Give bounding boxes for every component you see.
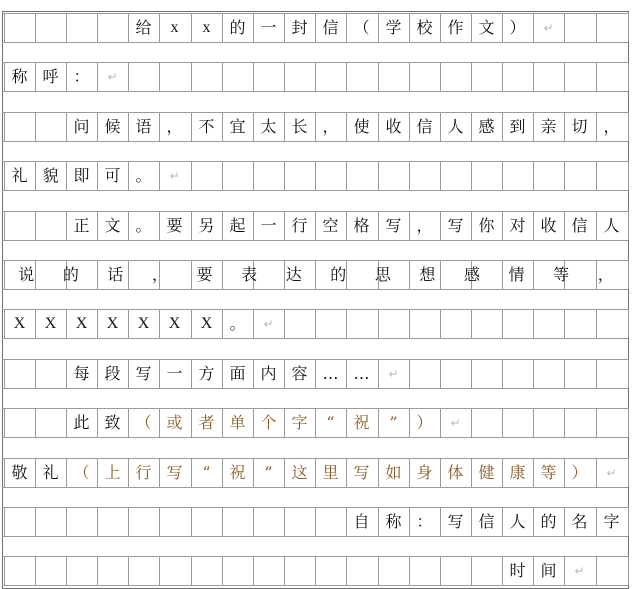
grid-char: 文 — [478, 18, 495, 37]
grid-char: 要 — [196, 265, 213, 284]
cell-divider — [596, 161, 597, 190]
grid-char: X — [44, 315, 57, 333]
grid-char: 写 — [447, 512, 464, 531]
grid-char: ↵ — [263, 317, 274, 332]
grid-char: 者 — [198, 413, 215, 433]
cell-divider — [315, 556, 316, 585]
grid-char: 貌 — [42, 166, 59, 186]
cell-divider — [564, 359, 565, 388]
grid-char: （ — [353, 18, 370, 37]
grid-char: 即 — [73, 166, 90, 186]
cell-divider — [533, 161, 534, 190]
grid-char: 字 — [291, 413, 308, 433]
cell-divider — [128, 507, 129, 536]
cell-divider — [378, 62, 379, 91]
grid-char: 语 — [135, 116, 152, 136]
cell-divider — [315, 309, 316, 338]
cell-divider — [35, 211, 36, 240]
cell-divider — [471, 309, 472, 338]
grid-char: X — [106, 315, 119, 333]
cell-divider — [284, 62, 285, 91]
cell-divider — [628, 408, 629, 437]
cell-divider — [4, 408, 5, 437]
row-bottom-line — [2, 42, 628, 43]
cell-divider — [596, 556, 597, 585]
grid-char: （ — [73, 462, 90, 482]
cell-divider — [284, 507, 285, 536]
grid-char: 单 — [229, 413, 246, 433]
cell-divider — [564, 309, 565, 338]
cell-divider — [191, 62, 192, 91]
cell-divider — [440, 556, 441, 585]
cell-divider — [502, 408, 503, 437]
cell-divider — [4, 112, 5, 141]
cell-divider — [564, 161, 565, 190]
grid-char: 身 — [416, 462, 433, 482]
grid-char: 候 — [104, 116, 121, 136]
cell-divider — [409, 260, 410, 289]
grid-char: 一 — [166, 363, 183, 383]
grid-char: x — [202, 19, 211, 36]
grid-char: 达 — [285, 265, 302, 284]
grid-char: 人 — [603, 215, 620, 235]
grid-char: 文 — [104, 215, 121, 235]
cell-divider — [4, 359, 5, 388]
row-bottom-line — [2, 585, 628, 586]
grid-char: 名 — [571, 512, 588, 531]
cell-divider — [4, 13, 5, 42]
grid-char: 另 — [198, 215, 215, 235]
grid-char: 给 — [135, 18, 152, 37]
grid-char: 如 — [385, 462, 402, 482]
cell-divider — [315, 260, 316, 289]
grid-char: ↵ — [169, 169, 180, 184]
grid-char: 致 — [104, 413, 121, 433]
cell-divider — [409, 309, 410, 338]
cell-divider — [346, 309, 347, 338]
cell-divider — [533, 260, 534, 289]
grid-char: 康 — [509, 462, 526, 482]
cell-divider — [35, 112, 36, 141]
cell-divider — [471, 62, 472, 91]
cell-divider — [191, 507, 192, 536]
grid-char: X — [75, 315, 88, 333]
grid-char: 写 — [166, 462, 183, 482]
grid-char: 的 — [62, 265, 79, 284]
grid-char: 对 — [509, 215, 526, 235]
cell-divider — [128, 556, 129, 585]
cell-divider — [191, 161, 192, 190]
cell-divider — [502, 359, 503, 388]
grid-char: 体 — [447, 462, 464, 482]
grid-char: 到 — [509, 116, 526, 136]
grid-char: 每 — [73, 363, 90, 383]
cell-divider — [440, 359, 441, 388]
cell-divider — [628, 458, 629, 487]
cell-divider — [346, 62, 347, 91]
cell-divider — [159, 507, 160, 536]
cell-divider — [628, 507, 629, 536]
cell-divider — [533, 62, 534, 91]
grid-char: 时 — [509, 561, 526, 581]
cell-divider — [628, 556, 629, 585]
sheet-border — [2, 11, 629, 589]
grid-char: 段 — [104, 363, 121, 383]
cell-divider — [222, 507, 223, 536]
grid-char: 一 — [260, 215, 277, 235]
grid-char: 作 — [447, 18, 464, 37]
cell-divider — [502, 62, 503, 91]
grid-char: 的 — [229, 18, 246, 37]
cell-divider — [97, 13, 98, 42]
grid-char: 等 — [553, 265, 570, 284]
grid-char: 称 — [385, 512, 402, 531]
cell-divider — [564, 62, 565, 91]
cell-divider — [66, 556, 67, 585]
grid-char: ， — [597, 265, 614, 284]
grid-char: 思 — [374, 265, 391, 284]
grid-char: 行 — [135, 462, 152, 482]
row-bottom-line — [2, 289, 628, 290]
cell-divider — [284, 556, 285, 585]
grid-char: 表 — [241, 265, 258, 284]
cell-divider — [596, 359, 597, 388]
grid-char: ， — [151, 265, 168, 284]
grid-char: 一 — [260, 18, 277, 37]
cell-divider — [533, 359, 534, 388]
grid-char: 面 — [229, 363, 246, 383]
cell-divider — [346, 161, 347, 190]
cell-divider — [128, 62, 129, 91]
cell-divider — [35, 13, 36, 42]
row-bottom-line — [2, 536, 628, 537]
cell-divider — [502, 161, 503, 190]
grid-char: 祝 — [229, 462, 246, 482]
cell-divider — [284, 161, 285, 190]
cell-divider — [315, 62, 316, 91]
grid-char: X — [137, 315, 150, 333]
grid-char: 起 — [229, 215, 246, 235]
grid-char: 亲 — [540, 116, 557, 136]
grid-char: 礼 — [11, 166, 28, 186]
grid-char: 收 — [540, 215, 557, 235]
grid-char: 。 — [229, 314, 246, 334]
grid-char: 内 — [260, 363, 277, 383]
grid-char: ↵ — [388, 366, 399, 381]
cell-divider — [409, 359, 410, 388]
grid-char: 格 — [353, 215, 370, 235]
cell-divider — [315, 161, 316, 190]
cell-divider — [471, 161, 472, 190]
grid-char: 学 — [385, 18, 402, 37]
grid-char: X — [168, 315, 181, 333]
grid-char: 你 — [478, 215, 495, 235]
cell-divider — [378, 161, 379, 190]
grid-char: 写 — [447, 215, 464, 235]
grid-char: 长 — [291, 116, 308, 136]
cell-divider — [284, 309, 285, 338]
grid-char: 个 — [260, 413, 277, 433]
grid-char: 信 — [478, 512, 495, 531]
grid-char: 这 — [291, 462, 308, 482]
cell-divider — [628, 112, 629, 141]
cell-divider — [471, 556, 472, 585]
grid-char: 里 — [322, 462, 339, 482]
row-bottom-line — [2, 388, 628, 389]
grid-char: x — [170, 19, 179, 36]
grid-char: 太 — [260, 116, 277, 136]
grid-char: 宜 — [229, 116, 246, 136]
grid-char: 称 — [11, 67, 28, 87]
cell-divider — [409, 62, 410, 91]
cell-divider — [4, 260, 5, 289]
grid-char: 感 — [478, 116, 495, 136]
cell-divider — [628, 211, 629, 240]
grid-char: 校 — [416, 18, 433, 37]
cell-divider — [35, 556, 36, 585]
grid-char: ） — [571, 462, 588, 482]
grid-char: 礼 — [42, 462, 59, 482]
grid-char: 呼 — [42, 67, 59, 87]
cell-divider — [596, 309, 597, 338]
row-bottom-line — [2, 240, 628, 241]
grid-char: 人 — [447, 116, 464, 136]
grid-char: 要 — [166, 215, 183, 235]
grid-char: 。 — [135, 166, 152, 186]
grid-char: 信 — [571, 215, 588, 235]
grid-char: 不 — [198, 116, 215, 136]
cell-divider — [222, 161, 223, 190]
cell-divider — [378, 309, 379, 338]
grid-char: ↵ — [574, 564, 585, 579]
cell-divider — [471, 408, 472, 437]
cell-divider — [440, 161, 441, 190]
grid-char: 感 — [463, 265, 480, 284]
grid-char: 健 — [478, 462, 495, 482]
grid-char: “ — [202, 462, 211, 482]
cell-divider — [253, 507, 254, 536]
cell-divider — [628, 62, 629, 91]
grid-char: … — [353, 363, 370, 383]
grid-char: 自 — [353, 512, 370, 531]
grid-char: ， — [416, 215, 433, 235]
cell-divider — [4, 507, 5, 536]
cell-divider — [564, 13, 565, 42]
grid-char: 收 — [385, 116, 402, 136]
row-bottom-line — [2, 338, 628, 339]
grid-char: 写 — [385, 215, 402, 235]
cell-divider — [35, 359, 36, 388]
cell-divider — [35, 507, 36, 536]
grid-char: 正 — [73, 215, 90, 235]
cell-divider — [97, 260, 98, 289]
row-bottom-line — [2, 91, 628, 92]
grid-char: 祝 — [353, 413, 370, 433]
grid-char: ， — [322, 116, 339, 136]
cell-divider — [315, 507, 316, 536]
grid-char: ↵ — [107, 70, 118, 85]
grid-char: 说 — [18, 265, 35, 284]
grid-char: ） — [416, 413, 433, 433]
cell-divider — [66, 507, 67, 536]
cell-divider — [4, 556, 5, 585]
grid-char: 的 — [540, 512, 557, 531]
grid-char: 空 — [322, 215, 339, 235]
cell-divider — [564, 408, 565, 437]
grid-char: （ — [135, 413, 152, 433]
grid-char: 问 — [73, 116, 90, 136]
grid-char: ： — [416, 512, 433, 531]
grid-char: 信 — [416, 116, 433, 136]
cell-divider — [378, 556, 379, 585]
cell-divider — [502, 309, 503, 338]
cell-divider — [628, 13, 629, 42]
cell-divider — [253, 62, 254, 91]
grid-char: 字 — [603, 512, 620, 531]
cell-divider — [222, 62, 223, 91]
cell-divider — [628, 161, 629, 190]
cell-divider — [628, 359, 629, 388]
grid-char: ， — [166, 116, 183, 136]
grid-char: 写 — [353, 462, 370, 482]
cell-divider — [4, 211, 5, 240]
grid-char: 可 — [104, 166, 121, 186]
cell-divider — [440, 309, 441, 338]
grid-char: 情 — [508, 265, 525, 284]
cell-divider — [222, 260, 223, 289]
grid-char: 写 — [135, 363, 152, 383]
grid-char: 的 — [330, 265, 347, 284]
grid-char: 方 — [198, 363, 215, 383]
grid-char: ） — [509, 18, 526, 37]
grid-char: 等 — [540, 462, 557, 482]
cell-divider — [440, 62, 441, 91]
cell-divider — [596, 408, 597, 437]
cell-divider — [533, 309, 534, 338]
cell-divider — [533, 408, 534, 437]
grid-char: … — [322, 363, 339, 383]
cell-divider — [253, 556, 254, 585]
cell-divider — [409, 161, 410, 190]
grid-char: ↵ — [450, 416, 461, 431]
grid-char: ↵ — [543, 21, 554, 35]
grid-char: X — [13, 315, 26, 333]
grid-char: 话 — [107, 265, 124, 284]
row-bottom-line — [2, 141, 628, 142]
grid-char: ， — [603, 116, 620, 136]
grid-char: 封 — [291, 18, 308, 37]
cell-divider — [191, 556, 192, 585]
grid-char: ↵ — [606, 465, 617, 480]
cell-divider — [222, 556, 223, 585]
cell-divider — [97, 556, 98, 585]
grid-char: 切 — [571, 116, 588, 136]
grid-char: 敬 — [11, 462, 28, 482]
cell-divider — [596, 13, 597, 42]
grid-char: ” — [389, 413, 398, 433]
cell-divider — [97, 507, 98, 536]
cell-divider — [409, 556, 410, 585]
grid-char: 想 — [419, 265, 436, 284]
grid-char: 容 — [291, 363, 308, 383]
cell-divider — [159, 556, 160, 585]
row-bottom-line — [2, 437, 628, 438]
grid-char: ” — [264, 462, 273, 482]
cell-divider — [66, 13, 67, 42]
cell-divider — [35, 408, 36, 437]
grid-char: “ — [326, 413, 335, 433]
grid-char: 信 — [322, 18, 339, 37]
grid-char: X — [200, 315, 213, 333]
grid-char: 行 — [291, 215, 308, 235]
cell-divider — [471, 359, 472, 388]
grid-char: 或 — [166, 413, 183, 433]
cell-divider — [346, 556, 347, 585]
row-bottom-line — [2, 487, 628, 488]
grid-char: 上 — [104, 462, 121, 482]
cell-divider — [628, 309, 629, 338]
grid-char: ： — [73, 67, 90, 87]
cell-divider — [628, 260, 629, 289]
row-bottom-line — [2, 190, 628, 191]
cell-divider — [596, 62, 597, 91]
cell-divider — [159, 62, 160, 91]
grid-char: 此 — [73, 413, 90, 433]
grid-char: 使 — [353, 116, 370, 136]
grid-char: 间 — [540, 561, 557, 581]
grid-char: 。 — [135, 215, 152, 235]
grid-char: 人 — [509, 512, 526, 531]
cell-divider — [253, 161, 254, 190]
